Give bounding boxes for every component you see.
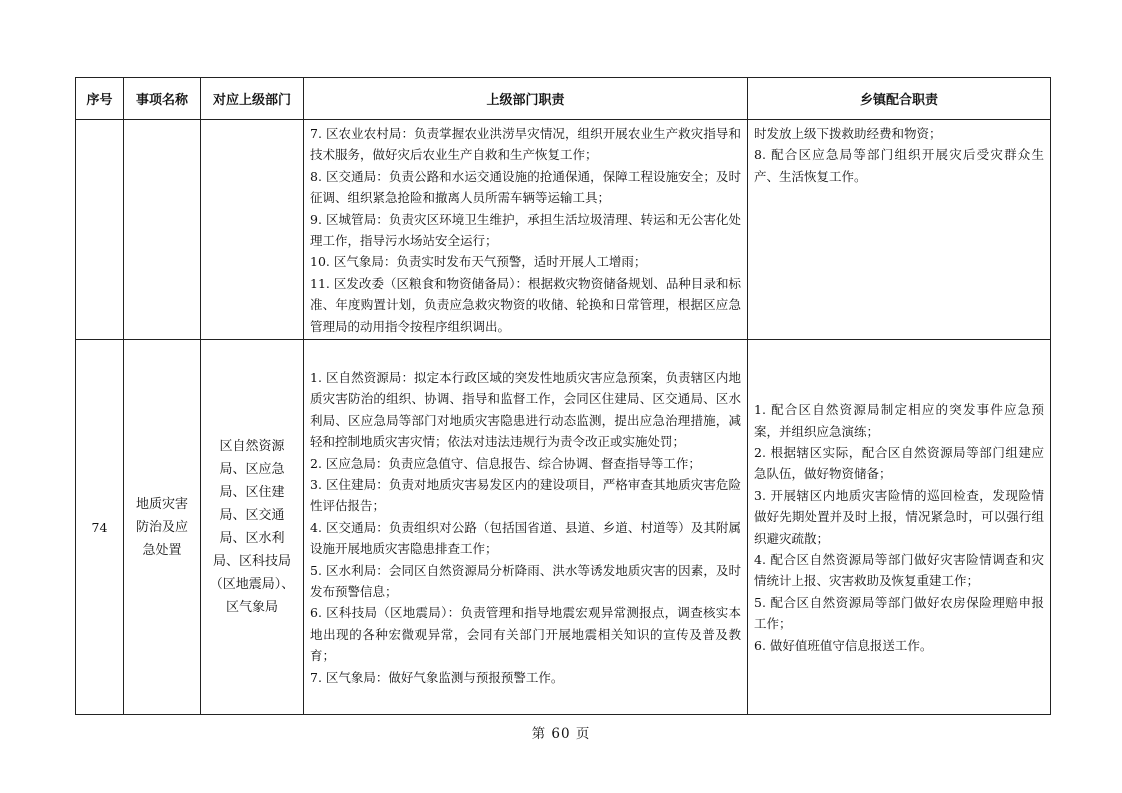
- row-item-name: [124, 120, 201, 340]
- header-town-duties: 乡镇配合职责: [748, 78, 1051, 120]
- duty-item: 6. 做好值班值守信息报送工作。: [754, 637, 933, 653]
- row-item-name: [124, 340, 201, 715]
- department-text: 区自然资源局、区应急局、区住建局、区交通局、区水利局、区科技局（区地震局）、区气象局: [209, 439, 295, 616]
- duty-item: 2. 根据辖区实际，配合区自然资源局等部门组建应急队伍，做好物资储备；: [754, 444, 1044, 482]
- town-duties-list: [748, 396, 1050, 658]
- table-row: [76, 340, 1051, 715]
- duty-item: 1. 区自然资源局：拟定本行政区域的突发性地质灾害应急预案，负责辖区内地质灾害防治的组织、协调、指导和监督工作，会同区住建局、区交通局、区水利局、区应急局等部门对地质灾害隐患进行动态监测，提出应急治理措施，减轻和控制地质灾害灾情；依法对违法违规行为责令改正或实施处罚；: [310, 370, 741, 450]
- row-seq: 74: [76, 340, 124, 715]
- duty-item: 4. 区交通局：负责组织对公路（包括国省道、县道、乡道、村道等）及其附属设施开展地质灾害隐患排查工作；: [310, 519, 741, 557]
- duty-item: 5. 配合区自然资源局等部门做好农房保险理赔申报工作；: [754, 594, 1044, 632]
- duty-item: 1. 配合区自然资源局制定相应的突发事件应急预案，并组织应急演练；: [754, 402, 1044, 439]
- duty-item: 3. 开展辖区内地质灾害险情的巡回检查，发现险情做好先期处置并及时上报，情况紧急时，可以强行组织避灾疏散；: [754, 487, 1044, 546]
- duty-item: 4. 配合区自然资源局等部门做好灾害险情调查和灾情统计上报、灾害救助及恢复重建工作；: [754, 551, 1044, 589]
- duty-item: 3. 区住建局：负责对地质灾害易发区内的建设项目，严格审查其地质灾害危险性评估报告；: [310, 477, 741, 514]
- item-name-text: 地质灾害防治及应急处置: [135, 496, 188, 558]
- duty-item: 2. 区应急局：负责应急值守、信息报告、综合协调、督查指导等工作；: [310, 455, 701, 471]
- duty-item: 5. 区水利局：会同区自然资源局分析降雨、洪水等诱发地质灾害的因素，及时发布预警信息；: [310, 562, 741, 600]
- page-number: 第 60 页: [531, 726, 591, 742]
- row-upper-duties: [304, 120, 748, 340]
- duty-item: 8. 配合区应急局等部门组织开展灾后受灾群众生产、生活恢复工作。: [754, 147, 1044, 184]
- table-row: [76, 120, 1051, 340]
- header-item-name: 事项名称: [124, 78, 201, 120]
- header-upper-duties: 上级部门职责: [304, 78, 748, 120]
- town-duties-list: [748, 120, 1050, 189]
- row-department: [201, 340, 304, 715]
- row-town-duties: [748, 340, 1051, 715]
- duty-item: 8. 区交通局：负责公路和水运交通设施的抢通保通，保障工程设施安全；及时征调、组织紧急抢险和撤离人员所需车辆等运输工具；: [310, 168, 741, 206]
- row-upper-duties: [304, 340, 748, 715]
- row-department: [201, 120, 304, 340]
- duty-item: 7. 区气象局：做好气象监测与预报预警工作。: [310, 669, 564, 685]
- upper-duties-list: [304, 120, 747, 339]
- duty-item: 11. 区发改委（区粮食和物资储备局）：根据救灾物资储备规划、品种目录和标准、年度购置计划，负责应急救灾物资的收储、轮换和日常管理，根据区应急管理局的动用指令按程序组织调出。: [310, 275, 741, 334]
- duty-item: 9. 区城管局：负责灾区环境卫生维护，承担生活垃圾清理、转运和无公害化处理工作，指导污水场站安全运行；: [310, 211, 741, 249]
- duty-table: [75, 77, 1051, 715]
- row-town-duties: [748, 120, 1051, 340]
- upper-duties-list: [304, 364, 747, 690]
- header-seq: 序号: [76, 78, 124, 120]
- duty-item: 时发放上级下拨救助经费和物资；: [754, 126, 942, 141]
- row-seq: [76, 120, 124, 340]
- table-header-row: [76, 78, 1051, 120]
- duty-item: 6. 区科技局（区地震局）：负责管理和指导地震宏观异常测报点，调查核实本地出现的各种宏微观异常，会同有关部门开展地震相关知识的宣传及普及教育；: [310, 605, 741, 664]
- duty-item: 7. 区农业农村局：负责掌握农业洪涝旱灾情况，组织开展农业生产救灾指导和技术服务，做好灾后农业生产自救和生产恢复工作；: [310, 126, 741, 163]
- duty-item: 10. 区气象局：负责实时发布天气预警，适时开展人工增雨；: [310, 254, 647, 270]
- header-department: 对应上级部门: [201, 78, 304, 120]
